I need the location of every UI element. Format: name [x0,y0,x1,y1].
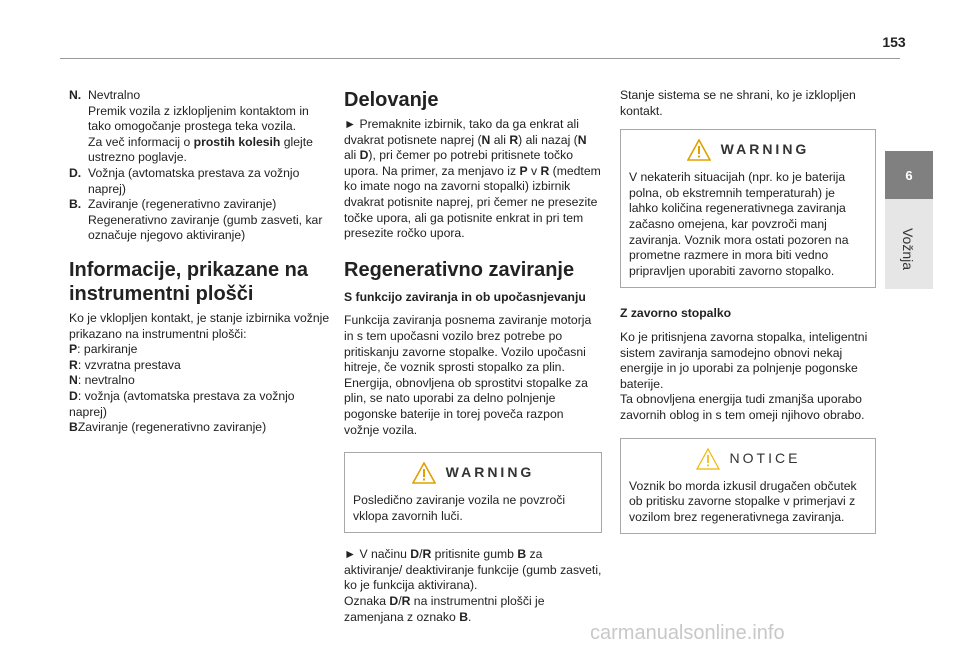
bold-term: R [422,547,432,562]
definition-value [88,88,331,166]
braking-paragraph-1 [344,313,602,438]
instrument-item-key: N [69,373,78,388]
definition-key: D. [69,165,82,180]
subheading-brake-pedal: Z zavorno stopalko [620,306,732,321]
warning-box-2 [620,129,876,288]
braking-paragraph-2-text: Energija, obnovljena ob sprostitvi stopalke za plin, se nato uporabi za delno polnjenje pogonske baterije in torej poveča razpon vožnje vozila. [344,375,588,437]
instrument-item-text: : parkiranje [77,342,138,357]
definition-row [69,197,331,244]
text-run: v [527,163,541,178]
instrument-item [69,342,331,358]
instrument-intro-text: Ko je vklopljen kontakt, je stanje izbirnika vožnje prikazano na instrumentni plošči: [69,310,330,341]
watermark: carmanualsonline.info [590,622,785,644]
definition-value [88,197,331,244]
definition-key: N. [69,88,82,102]
instrument-item-key: B [69,420,78,435]
text-run: Premik vozila z izklopljenim kontaktom in tako omogočanje prostega teka vozila. [88,103,309,134]
instrument-item-key: P [69,342,78,357]
brake-pedal-paragraph-2: Ta obnovljena energija tudi zmanjša uporabo zavornih oblog in s tem omeji njihovo obrabo. [620,392,865,422]
text-run: ali [344,148,360,163]
definition-row [69,88,331,166]
selector-positions-list [69,88,331,244]
warning-triangle-icon [412,462,436,484]
header-rule [60,58,900,59]
instrument-item-text: : vzvratna prestava [77,357,181,372]
bold-term: R [401,594,411,609]
instrument-item [69,420,331,436]
bold-term: D [359,148,369,163]
instrument-item-key: D [69,388,78,403]
notice-box-header [629,447,867,471]
warning-text: V nekaterih situacijah (npr. ko je baterija polna, ob ekstremnih temperaturah) je lahko količina regenerativnega zaviranja začasno omejena, kar povzroči manj zaviranja. Voznik mora ostati pozoren na prometne razmere in mora biti vedno pripravljen uporabiti zavorno stopalko. [629,170,849,278]
braking-paragraph-1-text: Funkcija zaviranja posnema zaviranje motorja in s tem upočasni vozilo brez potrebe po pritiskanju zavorne stopalke. Vozilo upočasni hitreje, če voznik sprosti stopalko za plin. [344,313,592,375]
text-run: / [419,547,423,562]
indicator-paragraph [344,594,602,625]
chapter-tab[interactable] [885,151,933,199]
warning-title: WARNING [720,141,810,158]
mode-paragraph [344,547,602,594]
chapter-label-text: Vožnja [900,227,917,271]
warning-title: WARNING [445,464,535,481]
warning-triangle-icon [687,139,711,161]
notice-text: Voznik bo morda izkusil drugačen občutek ob pritisku zavorne stopalke v primerjavi z vozilom brez regenerativnega zaviranja. [629,478,857,524]
text-run: Nevtralno [88,88,141,102]
text-run: ), pri čemer po potrebi pritisnete točko upora. Na primer, za menjavo iz [344,148,573,178]
text-run: (medtem ko imate nogo na zavorni stopalki) izbirnik dvakrat potisnite naprej, pri čemer ne presezite točke upora, ali ga potisnite enkrat in pri tem presezite ročko upora. [344,163,601,241]
text-run: glejte ustrezno poglavje. [88,134,313,165]
text-run: ► Premaknite izbirnik, tako da ga enkrat ali dvakrat potisnete naprej ( [344,117,579,147]
instrument-item-key: R [69,357,78,372]
text-run: ) ali nazaj ( [518,132,578,147]
warning-text: Posledično zaviranje vozila ne povzroči vklopa zavornih luči. [353,493,566,523]
bold-term: D [410,547,420,562]
text-run: ► V načinu [344,547,411,562]
instrument-item [69,358,331,374]
chapter-number: 6 [905,167,913,183]
definition-line [88,197,331,213]
notice-triangle-icon [696,448,720,470]
definition-line [88,135,331,166]
text-run: Regenerativno zaviranje (gumb zasveti, kar označuje njegovo aktiviranje) [88,212,323,243]
notice-title: NOTICE [729,449,801,466]
bold-term: B [517,547,527,562]
instrument-item-text: : nevtralno [77,373,135,388]
bold-term: R [540,163,550,178]
section-heading-regen-braking: Regenerativno zaviranje [344,258,575,281]
page-number: 153 [882,34,906,50]
bold-term: N [481,132,491,147]
bold-term: P [519,163,528,178]
instrument-item-text: Zaviranje (regenerativno zaviranje) [77,420,267,435]
text-run: pritisnite gumb [431,547,518,562]
definition-line [88,104,331,135]
bold-term: B [459,609,468,624]
bold-term: D [389,594,399,609]
text-run: Zaviranje (regenerativno zaviranje) [88,197,277,212]
text-run: / [398,594,402,609]
chapter-label [896,214,920,284]
text-run: ali [490,132,510,147]
notice-box [620,438,876,535]
instrument-intro [69,311,331,436]
definition-value [88,166,331,197]
column-2 [344,88,602,635]
subheading-braking-function: S funkcijo zaviranja in ob upočasnjevanju [344,289,586,304]
section-heading-operation: Delovanje [344,89,439,111]
instrument-item [69,373,331,389]
bold-term: prostih kolesih [193,134,281,149]
definition-row [69,166,331,197]
definition-line [88,166,331,197]
instrument-item-text: : vožnja (avtomatska prestava za vožnjo naprej) [69,388,295,419]
instrument-item [69,389,331,420]
column-3 [620,88,876,548]
text-run: . [468,609,472,624]
text-run: Oznaka [344,594,390,609]
brake-pedal-paragraph-1: Ko je pritisnjena zavorna stopalka, inteligentni sistem zaviranja samodejno obnovi nekaj energije in jo uporabi za polnjenje pogonske baterije. [620,329,868,391]
definition-line [88,88,331,104]
text-run: Vožnja (avtomatska prestava za vožnjo naprej) [88,165,300,196]
warning-box-1-header [353,461,593,485]
state-paragraph: Stanje sistema se ne shrani, ko je izklopljen kontakt. [620,88,856,118]
brake-pedal-paragraph [620,330,876,424]
definition-line [88,213,331,244]
column-1 [69,88,331,446]
text-run: na instrumentni plošči je zamenjana z oznako [344,594,545,624]
text-run: Za več informacij o [88,134,194,149]
instrument-items [69,342,331,436]
operation-paragraph [344,117,602,242]
definition-key: B. [69,197,82,212]
warning-box-2-header [629,138,867,162]
text-run: za aktiviranje/ deaktiviranje funkcije (gumb zasveti, ko je funkcija aktivirana). [344,547,602,593]
bold-term: N [577,132,587,147]
warning-box-1 [344,452,602,533]
section-heading-instrument-panel: Informacije, prikazane na instrumentni plošči [69,258,308,305]
bold-term: R [509,132,519,147]
